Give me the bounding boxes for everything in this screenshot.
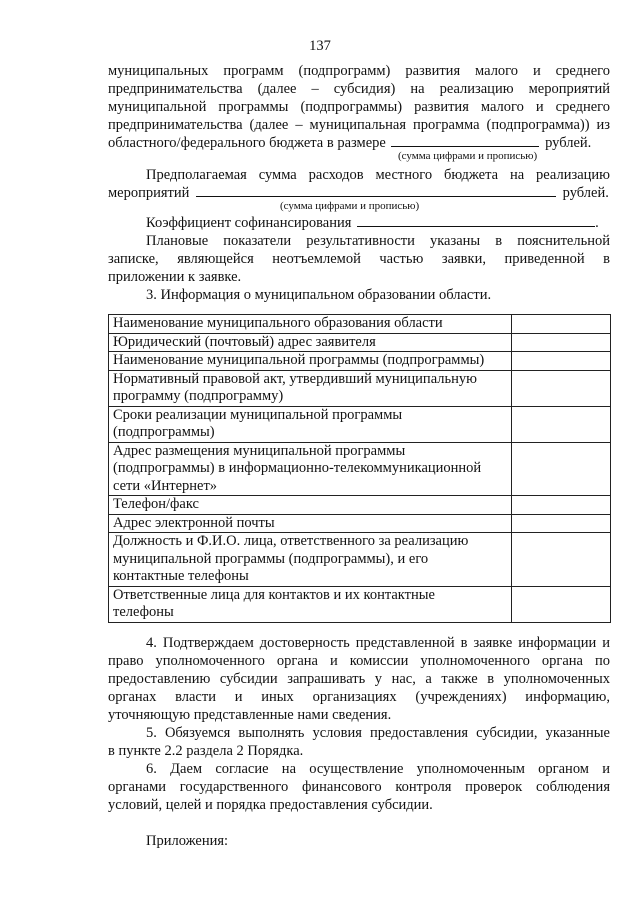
field-label-cell xyxy=(109,442,512,496)
text-line: предпринимательства (далее – субсидия) на реализацию мероприятий xyxy=(108,81,610,97)
field-label-cell xyxy=(109,315,512,334)
field-label-line: Телефон/факс xyxy=(113,496,199,512)
text-line: Предполагаемая сумма расходов местного бюджета на реализацию xyxy=(146,167,610,183)
table-row xyxy=(109,315,611,334)
field-value-cell xyxy=(512,586,611,622)
field-value-cell xyxy=(512,514,611,533)
table-row xyxy=(109,442,611,496)
field-label-line: Юридический (почтовый) адрес заявителя xyxy=(113,333,376,350)
table-row xyxy=(109,406,611,442)
amount-blank-line xyxy=(391,134,539,147)
table-row xyxy=(109,533,611,587)
field-label-line: контактные телефоны xyxy=(113,568,249,584)
text-line: записке, являющейся неотъемлемой частью заявки, приведенной в xyxy=(108,251,610,267)
text-line: уточняющую представленные нами сведения. xyxy=(108,707,392,723)
municipality-info-table xyxy=(108,314,611,623)
text-line: муниципальной программы (подпрограммы) развития малого и среднего xyxy=(108,99,610,115)
field-label-line: муниципальной программы (подпрограммы), и его xyxy=(113,550,429,567)
coefficient-blank-line xyxy=(357,214,595,227)
text-fragment: областного/федерального бюджета в размере xyxy=(108,135,386,151)
field-label-line: (подпрограммы) в информационно-телекоммуникационной xyxy=(113,460,482,476)
text-line: в пункте 2.2 раздела 2 Порядка. xyxy=(108,743,304,759)
field-label-line: Сроки реализации муниципальной программы xyxy=(113,406,403,423)
field-label-line: сети «Интернет» xyxy=(113,477,218,494)
amount-blank-line xyxy=(196,184,556,197)
field-label-line: Нормативный правовой акт, утвердивший муниципальную xyxy=(113,370,477,387)
blank-caption: (сумма цифрами и прописью) xyxy=(280,200,420,212)
text-fragment: . xyxy=(595,215,599,231)
field-label-line: телефоны xyxy=(113,604,174,620)
field-value-cell xyxy=(512,370,611,406)
table-row xyxy=(109,496,611,515)
field-value-cell xyxy=(512,315,611,334)
section-3-heading: 3. Информация о муниципальном образовании области. xyxy=(146,287,492,303)
attachments-label: Приложения: xyxy=(146,833,229,849)
field-value-cell xyxy=(512,533,611,587)
table-row xyxy=(109,333,611,352)
text-line: 6. Даем согласие на осуществление уполномоченным органом и xyxy=(146,761,610,777)
field-value-cell xyxy=(512,442,611,496)
text-line: предоставлению субсидии запрашивать у нас, а также в уполномоченных xyxy=(108,671,610,687)
field-label-line: программу (подпрограмму) xyxy=(113,388,284,404)
field-value-cell xyxy=(512,352,611,371)
text-line: условий, целей и порядка предоставления субсидии. xyxy=(108,797,433,813)
field-label-cell xyxy=(109,406,512,442)
field-label-line: Адрес размещения муниципальной программы xyxy=(113,442,406,459)
text-fragment: рублей. xyxy=(545,135,592,151)
text-line: 4. Подтверждаем достоверность представленной в заявке информации и xyxy=(146,635,610,651)
field-value-cell xyxy=(512,406,611,442)
field-value-cell xyxy=(512,333,611,352)
field-label-line: Должность и Ф.И.О. лица, ответственного за реализацию xyxy=(113,533,469,549)
text-line: органами государственного финансового контроля проверок соблюдения xyxy=(108,779,610,795)
field-label-line: Ответственные лица для контактов и их контактные xyxy=(113,586,435,603)
text-fragment: рублей. xyxy=(562,185,609,201)
text-line: Плановые показатели результативности указаны в пояснительной xyxy=(146,233,610,249)
field-label-cell xyxy=(109,333,512,352)
field-label-cell xyxy=(109,370,512,406)
field-value-cell xyxy=(512,496,611,515)
text-line: приложении к заявке. xyxy=(108,269,242,285)
field-label-cell xyxy=(109,352,512,371)
cofinancing-coefficient-line xyxy=(146,214,610,232)
text-fragment: мероприятий xyxy=(108,185,190,201)
field-label-line: (подпрограммы) xyxy=(113,424,215,440)
table-row xyxy=(109,586,611,622)
blank-caption: (сумма цифрами и прописью) xyxy=(398,150,538,162)
text-line: предпринимательства (далее – муниципальная программа (подпрограмма)) из xyxy=(108,117,610,133)
text-line: муниципальных программ (подпрограмм) развития малого и среднего xyxy=(108,63,610,79)
text-line: 5. Обязуемся выполнять условия предоставления субсидии, указанные xyxy=(146,725,610,741)
field-label-cell xyxy=(109,496,512,515)
field-label-cell xyxy=(109,533,512,587)
field-label-cell xyxy=(109,586,512,622)
field-label-line: Адрес электронной почты xyxy=(113,514,275,531)
text-fragment: Коэффициент софинансирования xyxy=(146,215,352,231)
text-line: право уполномоченного органа и комиссии уполномоченного органа по xyxy=(108,653,610,669)
page-number: 137 xyxy=(309,38,331,54)
table-row xyxy=(109,370,611,406)
text-line: органах власти и иных организациях (учреждениях) информацию, xyxy=(108,689,610,705)
field-label-line: Наименование муниципальной программы (подпрограммы) xyxy=(113,352,485,368)
table-row xyxy=(109,514,611,533)
field-label-cell xyxy=(109,514,512,533)
table-row xyxy=(109,352,611,371)
field-label-line: Наименование муниципального образования области xyxy=(113,315,443,331)
